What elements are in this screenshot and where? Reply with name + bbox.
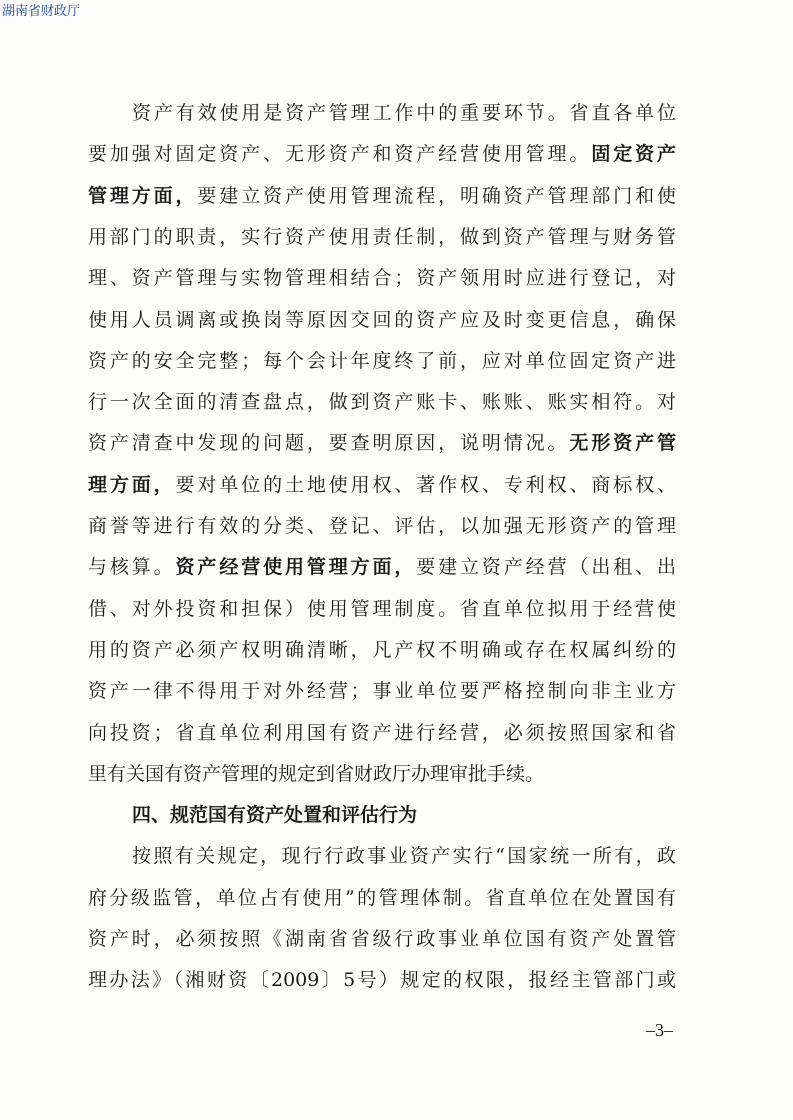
bold-phrase: 理方面， [88,473,176,496]
body-line [88,597,676,620]
bold-phrase: 固定资产 [591,143,676,166]
text-run: 资产的安全完整；每个会计年度终了前，应对单位固定资产进 [88,349,676,372]
body-line [88,269,676,288]
body-line [88,434,676,453]
text-run: 要建立资产使用管理流程，明确资产管理部门和使 [197,184,676,207]
body-line [88,225,676,248]
text-run: 要建立资产经营（出租、出 [416,556,676,579]
body-line [132,847,676,866]
text-run: 理、资产管理与实物管理相结合；资产领用时应进行登记，对 [88,267,676,290]
body-line [88,762,676,785]
text-run: 资产清查中发现的问题，要查明原因，说明情况。 [88,432,570,455]
body-line [88,184,676,207]
text-run: 借、对外投资和担保）使用管理制度。省直单位拟用于经营使 [88,597,676,620]
text-run: 行一次全面的清查盘点，做到资产账卡、账账、账实相符。对 [88,391,676,414]
body-line [88,886,676,909]
body-line [88,517,676,536]
body-line [88,473,676,496]
body-line [88,638,676,661]
text-run: 府分级监管，单位占有使用”的管理体制。省直单位在处置国有 [88,886,676,909]
text-run: 商誉等进行有效的分类、登记、评估，以加强无形资产的管理 [88,515,676,537]
bold-phrase: 无形资产管 [569,432,676,455]
body-line [88,393,676,412]
text-run: 理办法》（湘财资〔2009〕5号）规定的权限，报经主管部门或 [88,969,676,992]
body-line [88,145,676,164]
watermark-text: 湖南省财政厅 [2,4,81,19]
bold-phrase: 管理方面， [88,184,198,207]
text-run: 要对单位的土地使用权、著作权、专利权、商标权、 [175,473,676,496]
text-run: 资产有效使用是资产管理工作中的重要环节。省直各单位 [132,102,676,124]
body-line [88,971,676,990]
text-run: 按照有关规定，现行行政事业资产实行“国家统一所有，政 [132,845,676,868]
text-run: 与核算。 [88,556,176,579]
body-line [88,682,676,701]
text-run: 用部门的职责，实行资产使用责任制，做到资产管理与财务管 [88,225,676,248]
bold-phrase: 资产经营使用管理方面， [175,556,417,579]
text-run: 要加强对固定资产、无形资产和资产经营使用管理。 [88,143,592,166]
text-run: 资产时，必须按照《湖南省省级行政事业单位国有资产处置管 [88,928,676,950]
body-line [88,558,676,577]
body-line [88,930,676,949]
text-run: 使用人员调离或换岗等原因交回的资产应及时变更信息，确保 [88,308,676,331]
body-line [88,308,676,331]
text-run: 用的资产必须产权明确清晰，凡产权不明确或存在权属纠纷的 [88,638,676,661]
text-run: 里有关国有资产管理的规定到省财政厅办理审批手续。 [88,762,545,785]
text-run: 资产一律不得用于对外经营；事业单位要严格控制向非主业方 [88,680,676,703]
section-heading: 四、规范国有资产处置和评估行为 [132,804,418,827]
body-line [88,349,676,372]
page-number: –3– [646,1020,673,1040]
body-line [132,104,676,123]
text-run: 向投资；省直单位利用国有资产进行经营，必须按照国家和省 [88,721,676,744]
body-line [88,721,676,744]
